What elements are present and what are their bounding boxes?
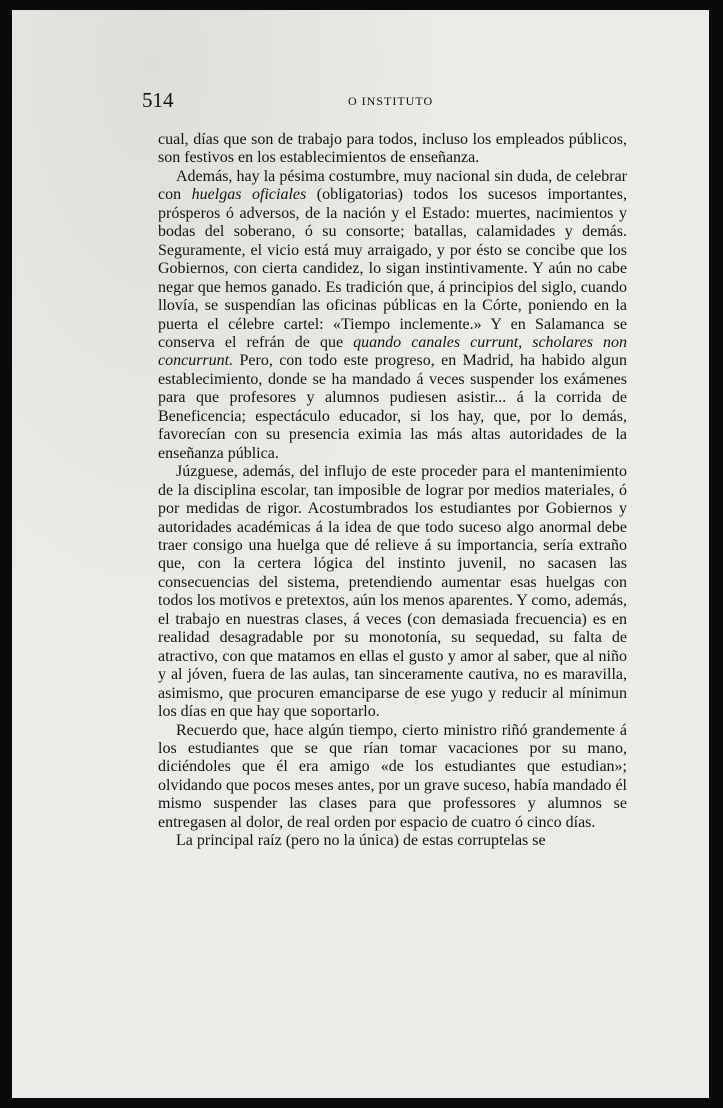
text-segment: Pero, con todo este progreso, en Madrid, ha habido algun establecimiento, donde se ha mandado á veces suspender los exámenes para que profesores y alumnos pudiesen asistir... á la corrida de Beneficencia; espectáculo educador, si los hay, que, por lo demás, favorecían con su presencia eximia las más altas autoridades de la enseñanza pública. — [158, 352, 627, 462]
italic-text-segment: huelgas oficiales — [191, 186, 307, 204]
book-page — [12, 10, 709, 1098]
paragraph — [158, 722, 627, 833]
text-segment: cual, días que son de trabajo para todos, incluso los empleados públicos, son festivos en los establecimientos de enseñanza. — [158, 131, 627, 167]
running-title: O INSTITUTO — [348, 94, 434, 108]
paragraph — [158, 131, 627, 168]
text-segment: La principal raíz (pero no la única) de estas corruptelas se — [176, 832, 546, 850]
page-header — [142, 88, 622, 118]
text-segment: Además, hay la pésima costumbre, muy nacional sin duda, de celebrar con — [158, 167, 627, 204]
paragraph — [158, 832, 627, 850]
paragraph — [158, 463, 627, 721]
page-number: 514 — [142, 88, 174, 112]
italic-text-segment: quando canales currunt, scholares non concurrunt. — [158, 333, 628, 370]
text-segment: Júzguese, además, del influjo de este proceder para el mantenimiento de la disciplina escolar, tan imposible de lograr por medios materiales, ó por medidas de rigor. Acostumbrados los estudiantes por Gobiernos y autoridades académicas á la idea de que todo suceso algo anormal debe traer consigo una huelga que dé relieve á su importancia, sería extraño que, con la certera lógica del instinto juvenil, no sacasen las consecuencias del sistema, pretendiendo aumentar esas huelgas con todos los motivos e pretextos, aún los menos aparentes. Y como, además, el trabajo en nuestras clases, á veces (con demasiada frecuencia) es en realidad desagradable por su monotonía, su sequedad, su falta de atractivo, con que matamos en ellas el gusto y amor al saber, que al niño y al jóven, fuera de las aulas, tan sinceramente cautiva, no es maravilla, asimismo, que procuren emanciparse de ese yugo y reducir al mínimun los días en que hay que soportarlo. — [158, 463, 627, 721]
text-segment: (obligatorias) todos los sucesos importantes, prósperos ó adversos, de la nación y el Estado: muertes, nacimientos y bodas del soberano, ó su consorte; batallas, calamidades y demás. Seguramente, el vicio está muy arraigado, y por ésto se concibe que los Gobiernos, con cierta candidez, lo sigan instintivamente. Y aún no cabe negar que hemos ganado. Es tradición que, á principios del siglo, cuando llovía, se suspendían las oficinas públicas en la Córte, poniendo en la puerta el célebre cartel: «Tiempo inclemente.» Y en Salamanca se conserva el refrán de que — [158, 186, 627, 351]
text-segment: Recuerdo que, hace algún tiempo, cierto ministro riñó grandemente á los estudiantes que se que rían tomar vacaciones por su mano, diciéndoles que él era amigo «de los estudiantes que estudian»; olvidando que pocos meses antes, por un grave suceso, había mandado él mismo suspender las clases para que professores y alumnos se entregasen al dolor, de real orden por espacio de cuatro ó cinco días. — [158, 721, 627, 831]
body-text — [158, 131, 627, 851]
paragraph — [158, 168, 627, 463]
